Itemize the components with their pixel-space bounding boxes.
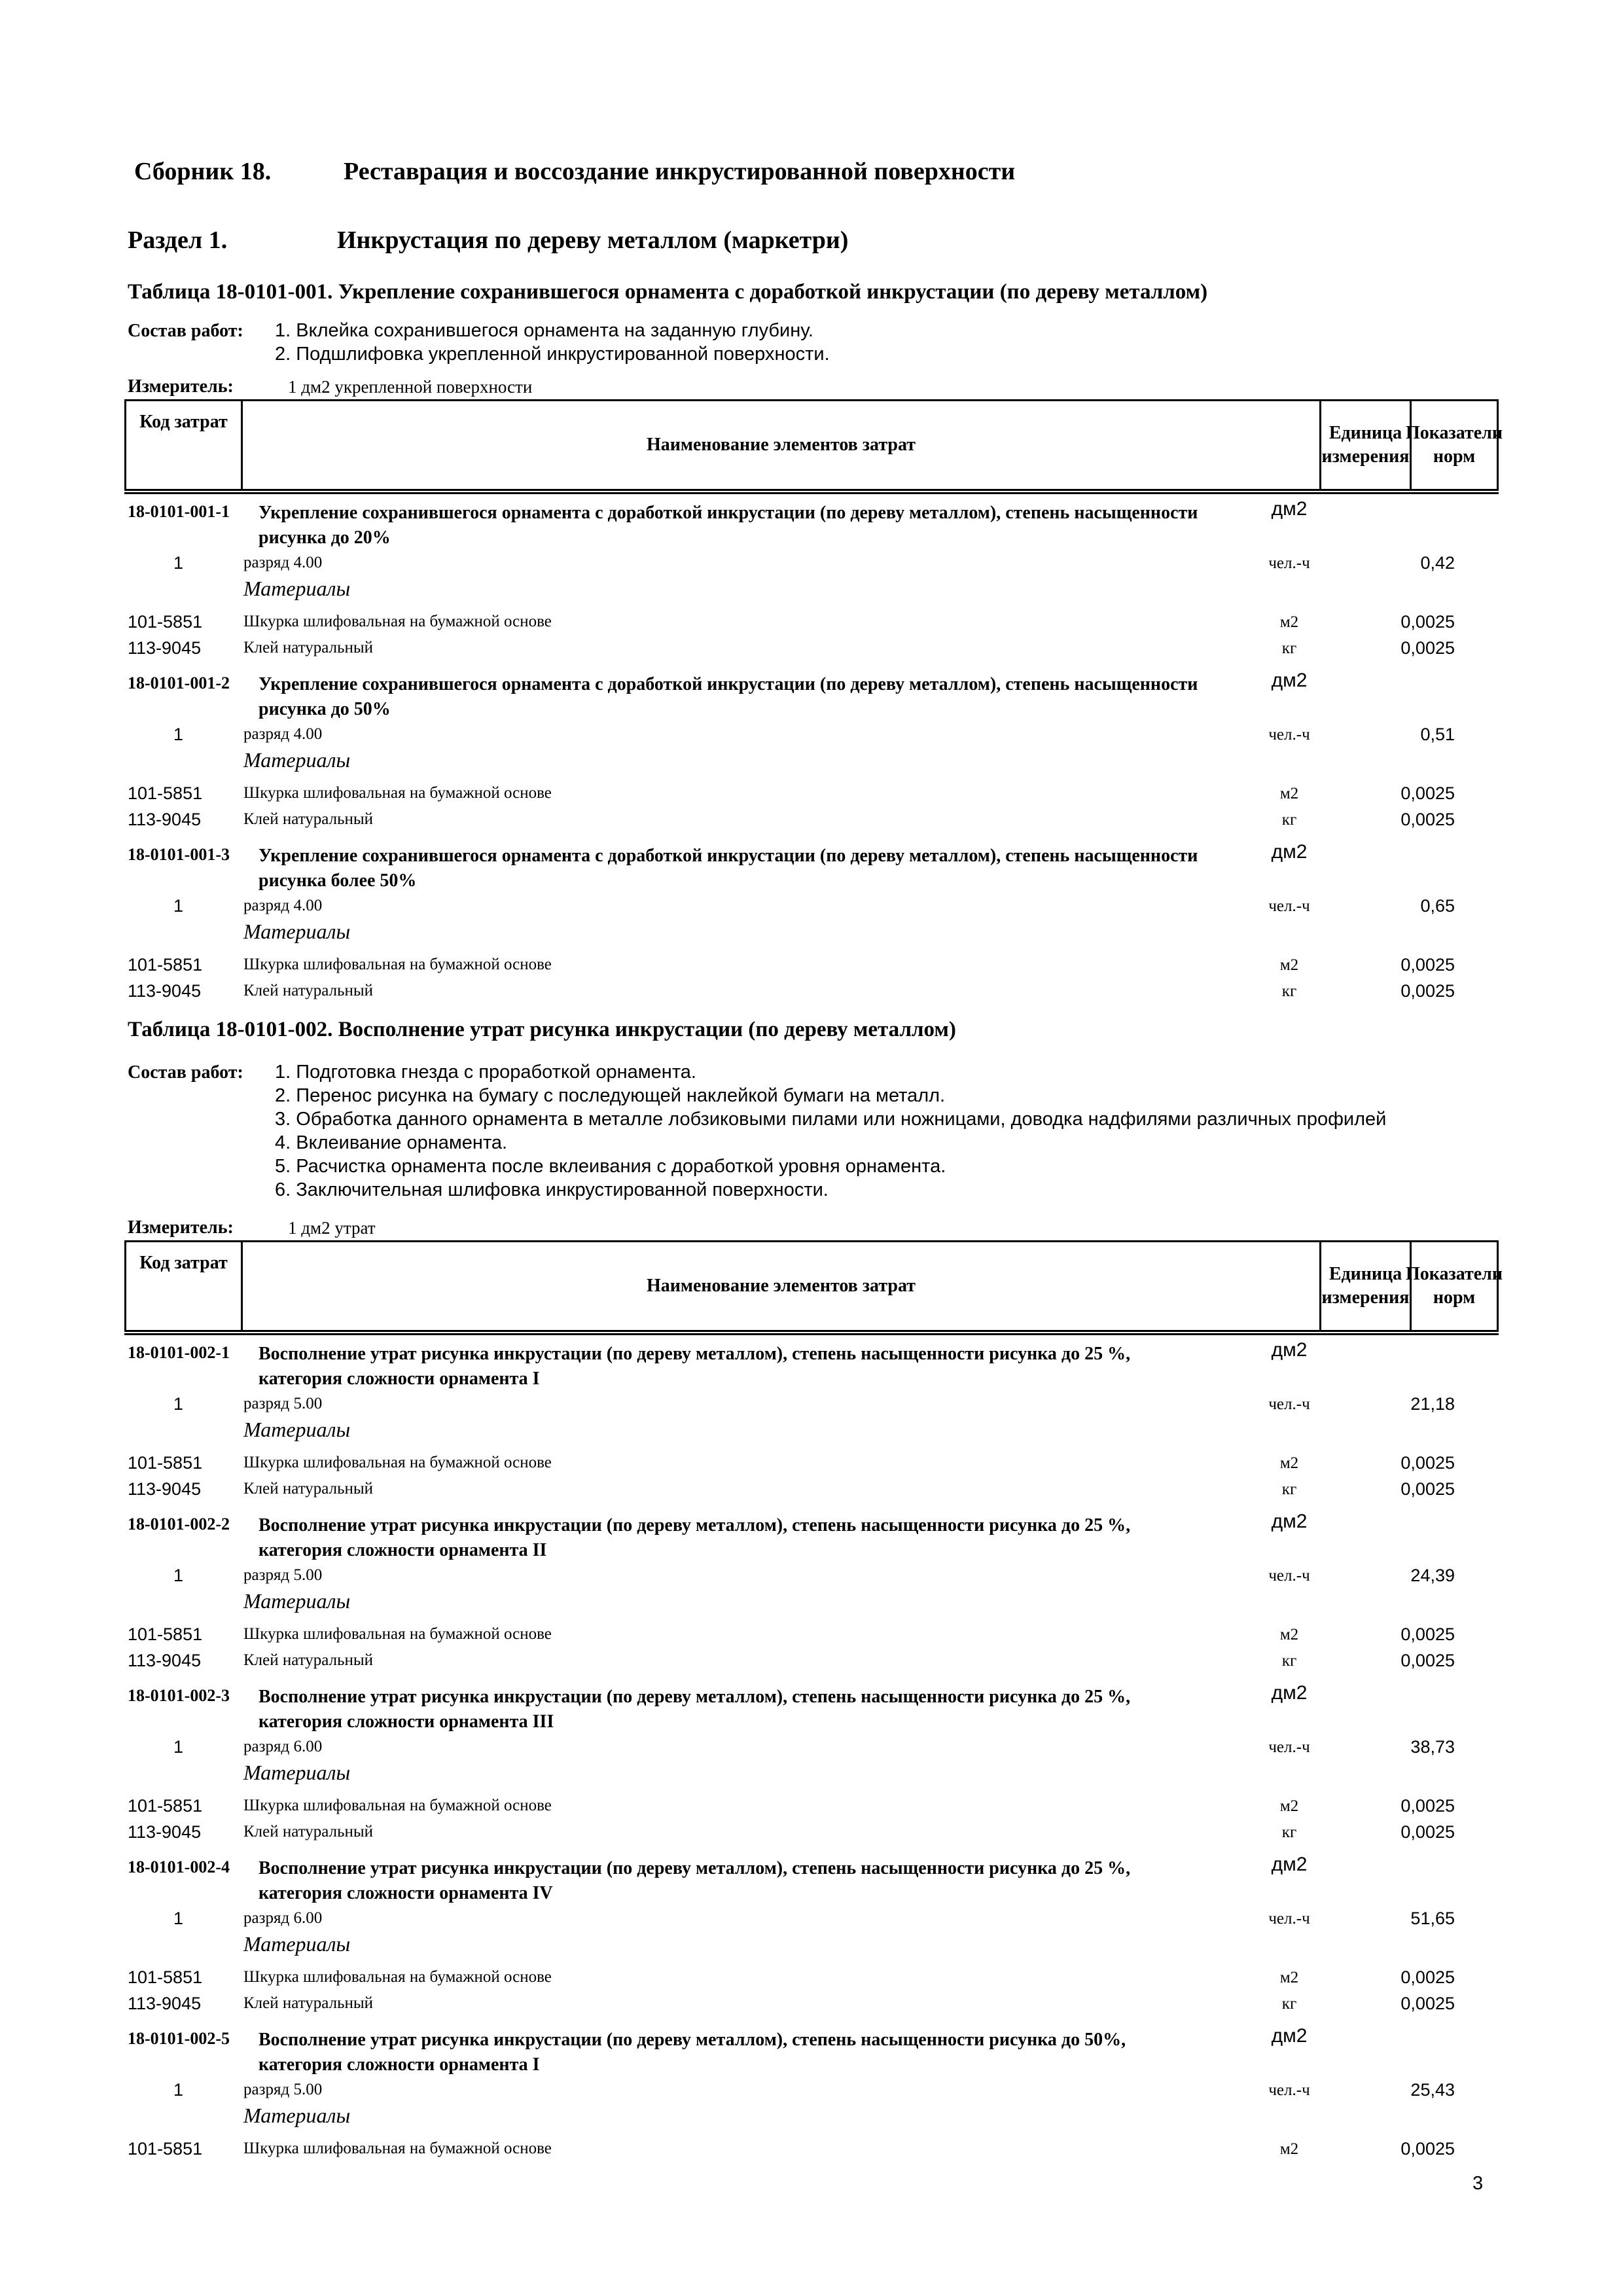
row-value: 0,0025: [1400, 1994, 1455, 2013]
row-unit: чел.-ч: [1268, 554, 1310, 572]
row-name: разряд 5.00: [243, 2081, 323, 2098]
row-name: Шкурка шлифовальная на бумажной основе: [243, 1454, 552, 1471]
item-name: Укрепление сохранившегося орнамента с доработкой инкрустации (по дереву металлом), степень насыщенности рисунка до 20%: [259, 503, 1198, 548]
row-unit: чел.-ч: [1268, 726, 1310, 744]
row-code: 1: [173, 1737, 184, 1757]
item-name: Восполнение утрат рисунка инкрустации (по дереву металлом), степень насыщенности рисунка до 50%, категория сложности орнамента I: [259, 2030, 1126, 2075]
item-unit: дм2: [1271, 498, 1308, 520]
row-code: 1: [173, 553, 184, 573]
row-name: Шкурка шлифовальная на бумажной основе: [243, 784, 552, 802]
header-norm: Показатели норм: [1405, 423, 1503, 467]
materials-heading: Материалы: [243, 1418, 351, 1441]
row-code: 101-5851: [128, 612, 203, 632]
row-unit: кг: [1281, 982, 1297, 1000]
row-value: 0,0025: [1400, 783, 1455, 803]
row-value: 0,65: [1420, 896, 1455, 916]
row-value: 0,0025: [1400, 1453, 1455, 1473]
row-name: Шкурка шлифовальная на бумажной основе: [243, 1968, 552, 1986]
row-unit: чел.-ч: [1268, 1910, 1310, 1928]
row-value: 0,0025: [1400, 1967, 1455, 1987]
row-value: 38,73: [1410, 1737, 1455, 1757]
row-code: 113-9045: [128, 638, 202, 658]
row-unit: чел.-ч: [1268, 1395, 1310, 1413]
header-code: Код затрат: [139, 412, 228, 432]
row-name: Шкурка шлифовальная на бумажной основе: [243, 2140, 552, 2157]
row-value: 21,18: [1410, 1394, 1455, 1414]
table1-title: Таблица 18-0101-001. Укрепление сохранившегося орнамента с доработкой инкрустации (по дереву металлом): [128, 280, 1208, 304]
materials-heading: Материалы: [243, 1932, 351, 1956]
item-unit: дм2: [1271, 1854, 1308, 1875]
row-unit: чел.-ч: [1268, 2081, 1310, 2099]
row-unit: м2: [1279, 1797, 1299, 1815]
section-title: Инкрустация по дереву металлом (маркетри): [337, 226, 849, 254]
table2-work-item: 1. Подготовка гнезда с проработкой орнамента.: [275, 1062, 696, 1083]
section-label: Раздел 1.: [128, 226, 228, 254]
row-unit: м2: [1279, 785, 1299, 802]
item-unit: дм2: [1271, 1511, 1308, 1532]
item-code: 18-0101-002-3: [128, 1686, 230, 1705]
row-code: 101-5851: [128, 1967, 203, 1987]
header-unit: Единица измерения: [1321, 1264, 1410, 1308]
row-value: 0,0025: [1400, 612, 1455, 632]
row-name: Шкурка шлифовальная на бумажной основе: [243, 613, 552, 630]
row-code: 113-9045: [128, 1994, 202, 2013]
row-name: разряд 6.00: [243, 1909, 323, 1927]
row-value: 0,0025: [1400, 1822, 1455, 1842]
row-value: 51,65: [1410, 1909, 1455, 1928]
row-name: Клей натуральный: [243, 810, 374, 828]
row-name: разряд 4.00: [243, 897, 323, 914]
table1-header-rule: [124, 492, 1499, 494]
item-name: Укрепление сохранившегося орнамента с доработкой инкрустации (по дереву металлом), степень насыщенности рисунка до 50%: [259, 674, 1198, 719]
table1-works-label: Состав работ:: [128, 321, 243, 341]
row-name: Клей натуральный: [243, 982, 374, 999]
table2-work-item: 6. Заключительная шлифовка инкрустированной поверхности.: [275, 1179, 829, 1200]
row-unit: м2: [1279, 2140, 1299, 2158]
row-code: 101-5851: [128, 783, 203, 803]
row-value: 0,0025: [1400, 2139, 1455, 2159]
row-unit: м2: [1279, 1626, 1299, 1643]
item-name: Восполнение утрат рисунка инкрустации (по дереву металлом), степень насыщенности рисунка до 25 %, категория сложности орнамента II: [259, 1515, 1131, 1560]
row-unit: кг: [1281, 1995, 1297, 2013]
item-name: Укрепление сохранившегося орнамента с доработкой инкрустации (по дереву металлом), степень насыщенности рисунка более 50%: [259, 846, 1198, 891]
row-name: разряд 4.00: [243, 554, 323, 571]
row-value: 0,51: [1420, 725, 1455, 744]
row-code: 101-5851: [128, 1453, 203, 1473]
row-code: 113-9045: [128, 1822, 202, 1842]
row-unit: м2: [1279, 1454, 1299, 1472]
row-name: Клей натуральный: [243, 1651, 374, 1669]
row-value: 0,0025: [1400, 955, 1455, 975]
table2-meter-label: Измеритель:: [128, 1217, 234, 1238]
table1-meter-label: Измеритель:: [128, 376, 234, 397]
table2-header: [124, 1240, 1503, 1332]
table2-meter-value: 1 дм2 утрат: [288, 1218, 376, 1238]
item-name: Восполнение утрат рисунка инкрустации (по дереву металлом), степень насыщенности рисунка до 25 %, категория сложности орнамента I: [259, 1344, 1131, 1389]
materials-heading: Материалы: [243, 2104, 351, 2127]
row-name: разряд 5.00: [243, 1566, 323, 1584]
row-code: 113-9045: [128, 1651, 202, 1670]
page-number: 3: [1472, 2173, 1484, 2194]
item-code: 18-0101-002-1: [128, 1343, 230, 1362]
row-code: 1: [173, 725, 184, 744]
row-value: 25,43: [1410, 2080, 1455, 2100]
row-value: 0,0025: [1400, 1624, 1455, 1644]
row-code: 113-9045: [128, 1479, 202, 1499]
row-code: 101-5851: [128, 955, 203, 975]
row-unit: чел.-ч: [1268, 1567, 1310, 1585]
materials-heading: Материалы: [243, 1761, 351, 1784]
row-name: Шкурка шлифовальная на бумажной основе: [243, 1625, 552, 1643]
materials-heading: Материалы: [243, 748, 351, 772]
item-name: Восполнение утрат рисунка инкрустации (по дереву металлом), степень насыщенности рисунка до 25 %, категория сложности орнамента IV: [259, 1858, 1131, 1903]
row-name: Шкурка шлифовальная на бумажной основе: [243, 956, 552, 973]
row-unit: м2: [1279, 1969, 1299, 1986]
row-unit: чел.-ч: [1268, 897, 1310, 915]
row-value: 0,0025: [1400, 1479, 1455, 1499]
row-name: разряд 6.00: [243, 1738, 323, 1755]
table1-work-item: 1. Вклейка сохранившегося орнамента на заданную глубину.: [275, 320, 813, 341]
header-name: Наименование элементов затрат: [646, 435, 916, 455]
row-value: 0,0025: [1400, 1796, 1455, 1816]
materials-heading: Материалы: [243, 1589, 351, 1613]
row-value: 24,39: [1410, 1566, 1455, 1585]
table1-work-item: 2. Подшлифовка укрепленной инкрустированной поверхности.: [275, 344, 830, 365]
row-name: Клей натуральный: [243, 639, 374, 656]
row-value: 0,42: [1420, 553, 1455, 573]
row-value: 0,0025: [1400, 981, 1455, 1001]
item-code: 18-0101-002-5: [128, 2029, 230, 2048]
row-name: разряд 5.00: [243, 1395, 323, 1412]
row-code: 1: [173, 1566, 184, 1585]
materials-heading: Материалы: [243, 577, 351, 600]
row-name: Клей натуральный: [243, 1994, 374, 2012]
row-unit: м2: [1279, 956, 1299, 974]
collection-label: Сборник 18.: [134, 158, 272, 185]
row-unit: кг: [1281, 639, 1297, 657]
row-code: 113-9045: [128, 981, 202, 1001]
item-unit: дм2: [1271, 670, 1308, 691]
header-name: Наименование элементов затрат: [646, 1276, 916, 1296]
item-code: 18-0101-001-2: [128, 673, 230, 692]
row-name: Шкурка шлифовальная на бумажной основе: [243, 1797, 552, 1814]
table2-work-item: 3. Обработка данного орнамента в металле лобзиковыми пилами или ножницами, доводка надфилями различных профилей: [275, 1109, 1387, 1130]
table1-header: [124, 399, 1503, 491]
item-code: 18-0101-002-2: [128, 1515, 230, 1534]
row-name: Клей натуральный: [243, 1480, 374, 1498]
row-value: 0,0025: [1400, 1651, 1455, 1670]
item-code: 18-0101-002-4: [128, 1857, 230, 1876]
table2-works-label: Состав работ:: [128, 1062, 243, 1083]
collection-title: Реставрация и воссоздание инкрустированной поверхности: [344, 158, 1016, 185]
row-code: 1: [173, 1909, 184, 1928]
table2-work-item: 5. Расчистка орнамента после вклеивания с доработкой уровня орнамента.: [275, 1156, 946, 1177]
table2-header-rule: [124, 1333, 1499, 1335]
item-unit: дм2: [1271, 2025, 1308, 2047]
item-code: 18-0101-001-3: [128, 845, 230, 864]
row-unit: кг: [1281, 1652, 1297, 1670]
row-value: 0,0025: [1400, 810, 1455, 829]
row-code: 101-5851: [128, 1624, 203, 1644]
row-unit: м2: [1279, 613, 1299, 631]
row-unit: кг: [1281, 1823, 1297, 1841]
row-unit: кг: [1281, 811, 1297, 829]
row-value: 0,0025: [1400, 638, 1455, 658]
item-name: Восполнение утрат рисунка инкрустации (по дереву металлом), степень насыщенности рисунка до 25 %, категория сложности орнамента III: [259, 1687, 1131, 1732]
row-name: Клей натуральный: [243, 1823, 374, 1840]
table2-work-item: 4. Вклеивание орнамента.: [275, 1132, 508, 1153]
row-unit: чел.-ч: [1268, 1738, 1310, 1756]
row-name: разряд 4.00: [243, 725, 323, 743]
table1-meter-value: 1 дм2 укрепленной поверхности: [288, 377, 533, 397]
item-unit: дм2: [1271, 1682, 1308, 1704]
table2-work-item: 2. Перенос рисунка на бумагу с последующей наклейкой бумаги на металл.: [275, 1085, 946, 1106]
header-unit: Единица измерения: [1321, 423, 1410, 467]
row-code: 113-9045: [128, 810, 202, 829]
row-unit: кг: [1281, 1480, 1297, 1498]
row-code: 101-5851: [128, 1796, 203, 1816]
item-code: 18-0101-001-1: [128, 502, 230, 521]
row-code: 101-5851: [128, 2139, 203, 2159]
table2-works-list: [275, 1060, 1479, 1202]
header-code: Код затрат: [139, 1253, 228, 1273]
item-unit: дм2: [1271, 841, 1308, 863]
row-code: 1: [173, 1394, 184, 1414]
table1-works-list: [275, 319, 830, 366]
header-norm: Показатели норм: [1405, 1264, 1503, 1308]
row-code: 1: [173, 2080, 184, 2100]
item-unit: дм2: [1271, 1339, 1308, 1361]
materials-heading: Материалы: [243, 920, 351, 943]
row-code: 1: [173, 896, 184, 916]
table2-title: Таблица 18-0101-002. Восполнение утрат рисунка инкрустации (по дереву металлом): [128, 1018, 956, 1041]
